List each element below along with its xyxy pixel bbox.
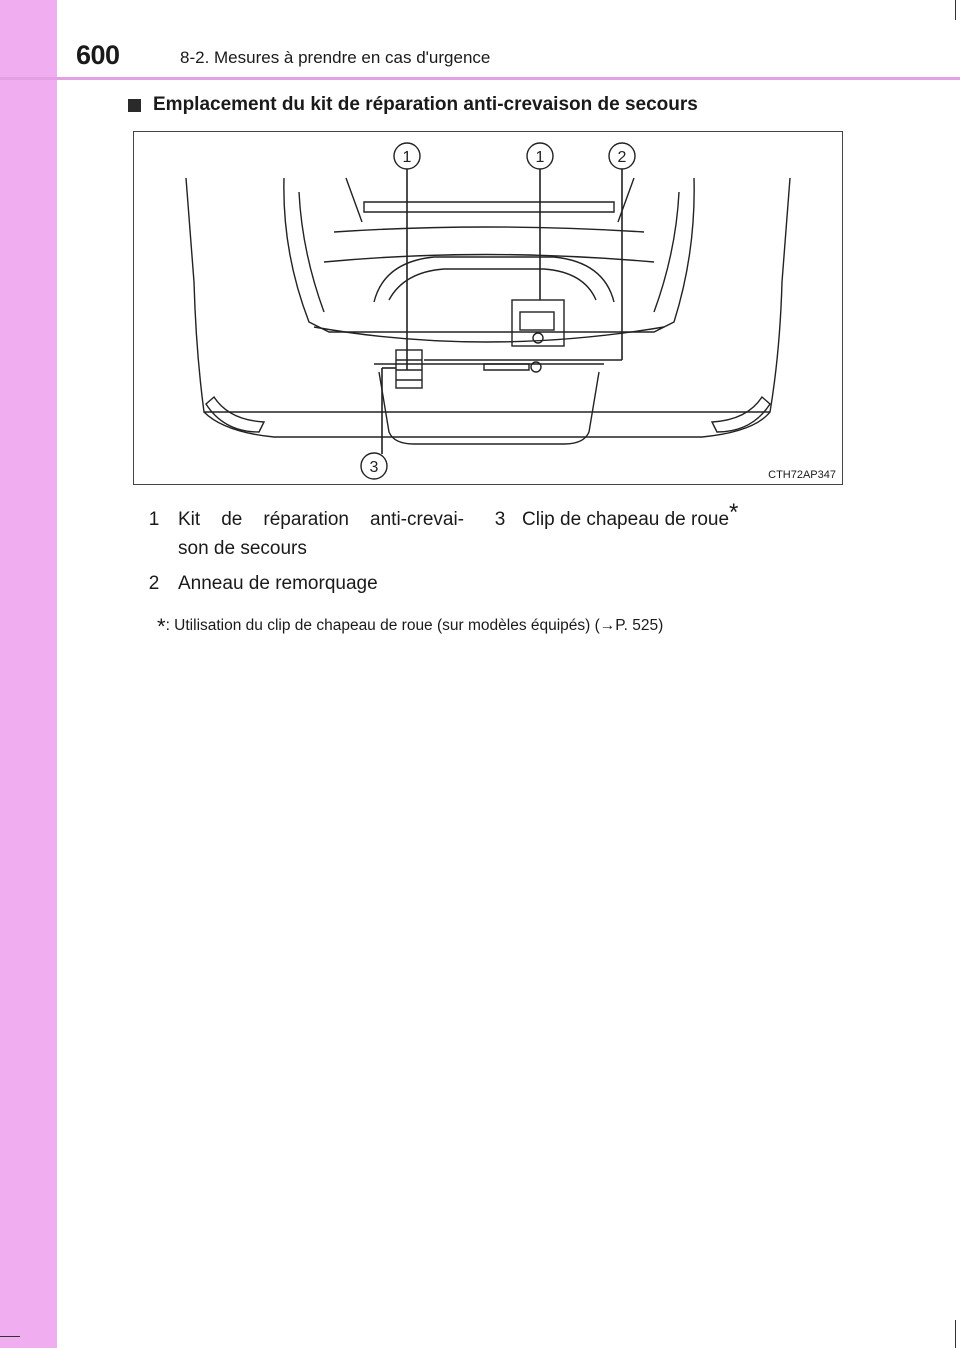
legend-number-2: 2 [148, 573, 160, 594]
header-rule [0, 77, 960, 80]
square-bullet-icon [128, 99, 141, 112]
crop-mark [955, 1320, 956, 1348]
legend-text-1b: son de secours [178, 538, 307, 559]
legend-text-2: Anneau de remorquage [178, 573, 378, 594]
section-title: 8-2. Mesures à prendre en cas d'urgence [180, 48, 491, 67]
legend-text-1a: Kit de réparation anti-crevai- [178, 509, 464, 530]
callout-2: 2 [617, 149, 627, 166]
trunk-illustration [133, 131, 843, 485]
figure-code: CTH72AP347 [768, 469, 836, 481]
heading-text: Emplacement du kit de réparation anti-crevaison de secours [153, 94, 698, 115]
callout-3: 3 [369, 459, 379, 476]
legend-text-3-label: Clip de chapeau de roue [522, 509, 730, 530]
callout-1b: 1 [535, 149, 545, 166]
footnote-marker: * [157, 614, 166, 639]
legend-text-3-marker: * [729, 498, 739, 526]
section-heading [128, 94, 698, 116]
side-tab-strip [0, 0, 57, 1348]
page-number: 600 [76, 40, 120, 70]
footnote [157, 610, 664, 639]
legend-number-3: 3 [494, 509, 506, 530]
legend-text-3 [522, 498, 739, 535]
crop-mark [0, 1336, 20, 1337]
footnote-text: : Utilisation du clip de chapeau de roue (sur modèles équipés) (→P. 525) [165, 617, 664, 634]
legend-number-1: 1 [148, 509, 160, 530]
trunk-drawing [134, 132, 842, 484]
callout-1a: 1 [402, 149, 412, 166]
crop-mark [955, 0, 956, 20]
